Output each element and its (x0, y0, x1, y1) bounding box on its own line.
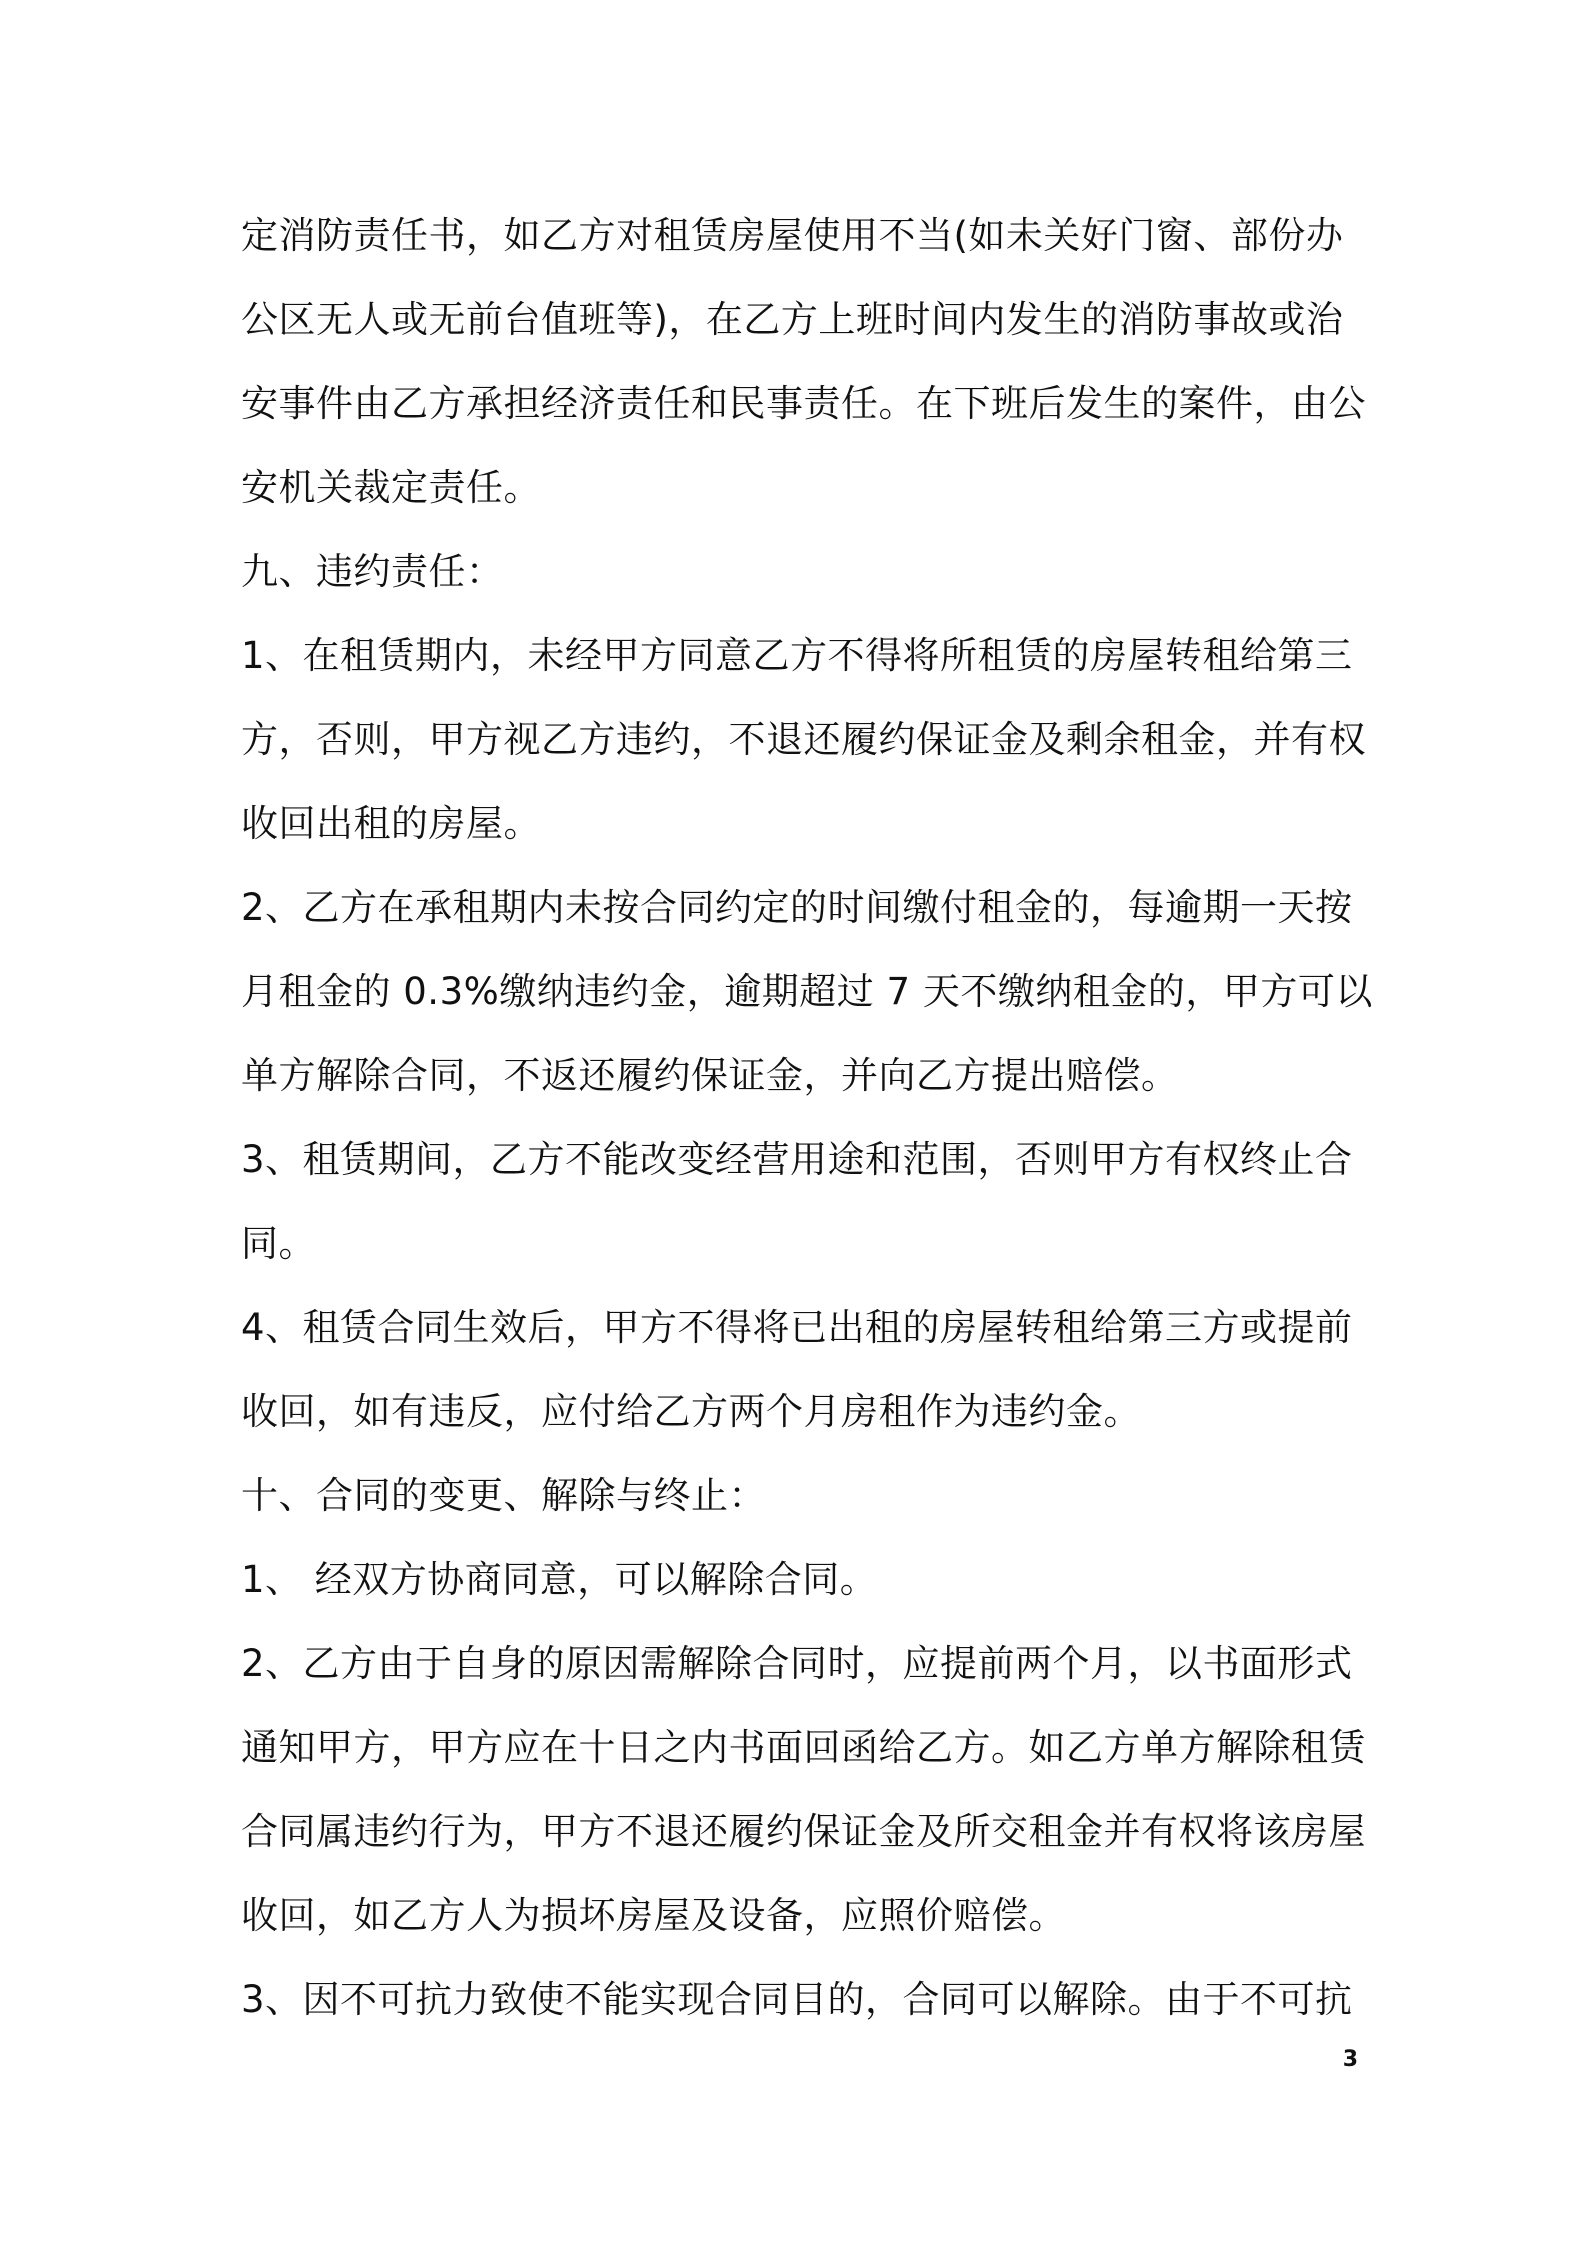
text-line: 公区无人或无前台值班等)，在乙方上班时间内发生的消防事故或治 (241, 298, 1344, 341)
text-line: 安事件由乙方承担经济责任和民事责任。在下班后发生的案件，由公 (241, 382, 1366, 425)
text-line: 同。 (241, 1222, 316, 1265)
text-line: 3、因不可抗力致使不能实现合同目的，合同可以解除。由于不可抗 (241, 1978, 1353, 2021)
text-line: 安机关裁定责任。 (241, 466, 541, 509)
section-heading: 十、合同的变更、解除与终止： (241, 1474, 766, 1517)
section-heading: 九、违约责任： (241, 550, 504, 593)
text-line: 收回出租的房屋。 (241, 802, 541, 845)
text-line: 通知甲方，甲方应在十日之内书面回函给乙方。如乙方单方解除租赁 (241, 1726, 1366, 1769)
page-number: 3 (1342, 2047, 1358, 2072)
document-body (241, 194, 1373, 2042)
text-line: 1、 经双方协商同意，可以解除合同。 (241, 1558, 878, 1601)
text-line: 2、乙方由于自身的原因需解除合同时，应提前两个月，以书面形式 (241, 1642, 1353, 1685)
text-line: 2、乙方在承租期内未按合同约定的时间缴付租金的，每逾期一天按 (241, 886, 1353, 929)
text-line: 收回，如乙方人为损坏房屋及设备，应照价赔偿。 (241, 1894, 1066, 1937)
text-line: 定消防责任书，如乙方对租赁房屋使用不当(如未关好门窗、部份办 (241, 214, 1344, 257)
text-line: 月租金的 0.3%缴纳违约金，逾期超过 7 天不缴纳租金的，甲方可以 (241, 970, 1373, 1013)
text-line: 合同属违约行为，甲方不退还履约保证金及所交租金并有权将该房屋 (241, 1810, 1366, 1853)
text-line: 方，否则，甲方视乙方违约，不退还履约保证金及剩余租金，并有权 (241, 718, 1366, 761)
text-line: 1、在租赁期内，未经甲方同意乙方不得将所租赁的房屋转租给第三 (241, 634, 1353, 677)
text-line: 收回，如有违反，应付给乙方两个月房租作为违约金。 (241, 1390, 1141, 1433)
text-line: 3、租赁期间，乙方不能改变经营用途和范围，否则甲方有权终止合 (241, 1138, 1353, 1181)
text-line: 4、租赁合同生效后，甲方不得将已出租的房屋转租给第三方或提前 (241, 1306, 1353, 1349)
text-line: 单方解除合同，不返还履约保证金，并向乙方提出赔偿。 (241, 1054, 1179, 1097)
